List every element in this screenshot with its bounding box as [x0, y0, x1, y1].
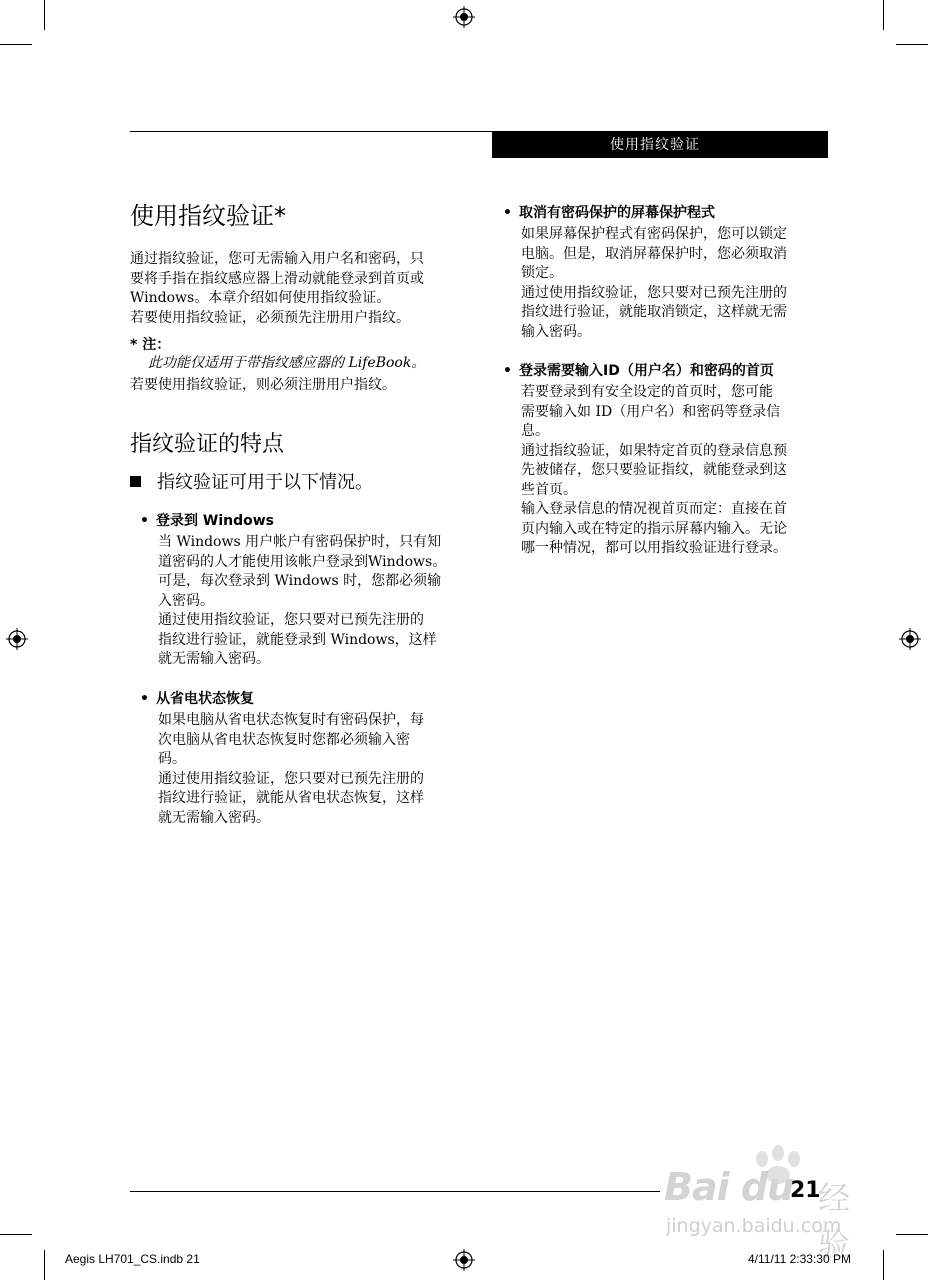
square-bullet-icon [130, 476, 141, 487]
text-line: 通过使用指纹验证，您只要对已预先注册的 [158, 612, 424, 628]
bullet-heading-text: 从省电状态恢复 [156, 691, 254, 707]
text-line: Windows。本章介绍如何使用指纹验证。 [130, 290, 391, 306]
text-line: 码。 [158, 751, 186, 767]
watermark-brand-cn: 经验 [818, 1179, 851, 1263]
crop-mark [896, 1234, 928, 1235]
text-line: 如果电脑从省电状态恢复时有密码保护，每 [158, 712, 424, 728]
registration-mark-icon [899, 628, 921, 650]
bullet-heading-text: 取消有密码保护的屏幕保护程式 [519, 205, 715, 221]
text-line: 通过使用指纹验证，您只要对已预先注册的 [158, 770, 424, 787]
watermark-url: jingyan.baidu.com [666, 1215, 842, 1237]
footer-rule [130, 1191, 660, 1192]
text-line: 当 Windows 用户帐户有密码保护时，只有知 [158, 534, 442, 550]
bullet-heading [503, 360, 774, 380]
bullet-dot-icon: • [140, 691, 149, 707]
bullet-heading [503, 202, 715, 222]
subheading [130, 468, 373, 494]
text-line: 若要使用指纹验证，必须预先注册用户指纹。 [130, 309, 410, 326]
page-number: 21 [790, 1178, 821, 1203]
footer-left: Aegis LH701_CS.indb 21 [65, 1252, 200, 1266]
note-text: 此功能仅适用于带指纹感应器的 LifeBook。 [148, 355, 426, 371]
text-line: 次电脑从省电状态恢复时您都必须输入密 [158, 731, 410, 748]
text-line: 指纹进行验证，就能取消锁定，这样就无需 [521, 304, 787, 320]
bullet-heading [140, 510, 274, 530]
text-line: 息。 [521, 423, 549, 439]
text-line: 输入密码。 [521, 323, 591, 340]
bullet-heading-text: 登录到 Windows [156, 513, 274, 529]
running-header: 使用指纹验证 [492, 132, 828, 158]
bullet-body [521, 225, 836, 342]
text-line: 通过指纹验证，您可无需输入用户名和密码，只 [130, 251, 424, 267]
text-line: 指纹进行验证，就能登录到 Windows，这样 [158, 631, 437, 648]
text-line: 要将手指在指纹感应器上滑动就能登录到首页或 [130, 270, 424, 287]
text-line: 些首页。 [521, 481, 577, 498]
text-line: 页内输入或在特定的指示屏幕内输入。无论 [521, 520, 787, 537]
text-line: 入密码。 [158, 592, 214, 609]
registration-mark-icon [453, 6, 475, 28]
text-line: 若要登录到有安全设定的首页时，您可能 [521, 384, 773, 400]
bullet-dot-icon: • [140, 513, 149, 529]
crop-mark [883, 1250, 884, 1280]
note-label: * 注： [130, 337, 171, 353]
bullet-body [158, 711, 473, 828]
subheading-text: 指纹验证可用于以下情况。 [157, 472, 373, 493]
registration-mark-icon [6, 628, 28, 650]
text-line: 需要输入如 ID（用户名）和密码等登录信 [521, 403, 781, 420]
crop-mark [883, 0, 884, 30]
section-heading: 指纹验证的特点 [130, 432, 285, 457]
text-line: 指纹进行验证，就能从省电状态恢复，这样 [158, 790, 424, 806]
bullet-body [158, 533, 473, 670]
bullet-dot-icon: • [503, 205, 512, 221]
bullet-dot-icon: • [503, 363, 512, 379]
text-line: 通过指纹验证，如果特定首页的登录信息预 [521, 442, 787, 459]
crop-mark [44, 0, 45, 30]
bullet-heading [140, 688, 254, 708]
crop-mark [0, 1234, 32, 1235]
text-line: 就无需输入密码。 [158, 651, 270, 667]
text-line: 输入登录信息的情况视首页而定：直接在首 [521, 501, 787, 517]
text-line: 先被储存，您只要验证指纹，就能登录到这 [521, 462, 787, 478]
bullet-heading-text: 登录需要输入ID（用户名）和密码的首页 [519, 363, 774, 379]
text-line: 如果屏幕保护程式有密码保护，您可以锁定 [521, 226, 787, 242]
crop-mark [0, 44, 32, 45]
note-after: 若要使用指纹验证，则必须注册用户指纹。 [130, 377, 396, 393]
registration-mark-icon [453, 1249, 475, 1271]
crop-mark [896, 44, 928, 45]
watermark-brand: Bai du [664, 1165, 794, 1209]
footer-right: 4/11/11 2:33:30 PM [748, 1252, 851, 1266]
text-line: 锁定。 [521, 265, 563, 281]
page-title: 使用指纹验证* [130, 202, 286, 230]
text-line: 电脑。但是，取消屏幕保护时，您必须取消 [521, 245, 787, 262]
text-line: 哪一种情况，都可以用指纹验证进行登录。 [521, 540, 787, 556]
text-line: 道密码的人才能使用该帐户登录到Windows。 [158, 553, 447, 570]
intro-paragraph [130, 250, 470, 328]
text-line: 通过使用指纹验证，您只要对已预先注册的 [521, 284, 787, 301]
text-line: 可是，每次登录到 Windows 时，您都必须输 [158, 573, 442, 589]
bullet-body [521, 383, 836, 559]
text-line: 就无需输入密码。 [158, 809, 270, 826]
crop-mark [44, 1250, 45, 1280]
